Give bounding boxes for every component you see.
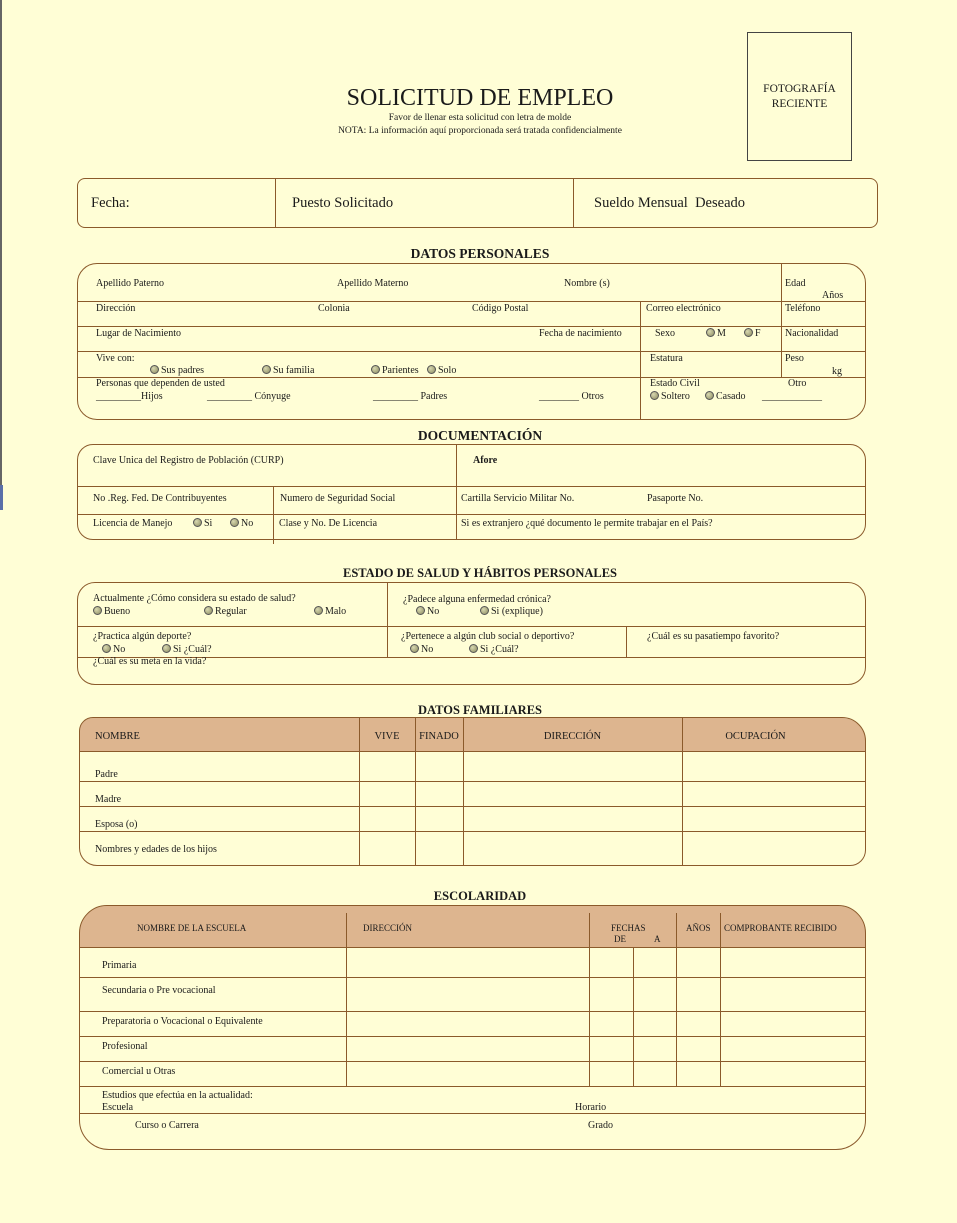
section-title-personales: DATOS PERSONALES: [410, 246, 550, 261]
telefono-label: Teléfono: [785, 303, 821, 314]
enfermedad-no-option[interactable]: No: [416, 607, 439, 617]
escolaridad-row-label: Preparatoria o Vocacional o Equivalente: [102, 1016, 263, 1027]
top-fields-box: [77, 178, 878, 228]
left-edge-mark: [0, 485, 3, 510]
radio-icon[interactable]: [204, 606, 213, 615]
row-line: [77, 351, 866, 352]
conyuge-field[interactable]: _________ Cónyuge: [207, 391, 291, 402]
col-line: [456, 444, 457, 540]
bueno-option[interactable]: Bueno: [93, 607, 130, 617]
familiares-row-label: Esposa (o): [95, 819, 138, 830]
row-line: [79, 1011, 866, 1012]
rfc-label: No .Reg. Fed. De Contribuyentes: [93, 493, 227, 504]
familiares-col-direccion: DIRECCIÓN: [543, 731, 602, 742]
cartilla-label: Cartilla Servicio Militar No.: [461, 493, 575, 504]
section-title-salud: ESTADO DE SALUD Y HÁBITOS PERSONALES: [342, 566, 618, 580]
col-line: [781, 263, 782, 377]
row-line: [79, 1113, 866, 1114]
horario-label: Horario: [575, 1102, 607, 1113]
enfermedad-question: ¿Padece alguna enfermedad crónica?: [403, 594, 551, 605]
col-line: [273, 486, 274, 544]
escuela-label: Escuela: [102, 1102, 134, 1113]
col-line: [640, 301, 641, 420]
radio-icon[interactable]: [150, 365, 159, 374]
radio-icon[interactable]: [480, 606, 489, 615]
radio-icon[interactable]: [93, 606, 102, 615]
codigo-postal-label: Código Postal: [472, 303, 529, 314]
otro-label: Otro: [788, 378, 807, 389]
nombre-label: Nombre (s): [564, 278, 610, 289]
estado-salud-question: Actualmente ¿Cómo considera su estado de salud?: [93, 593, 296, 604]
row-line: [77, 326, 866, 327]
photo-label-line2: RECIENTE: [771, 98, 828, 110]
col-line: [346, 913, 347, 1086]
extranjero-label: Si es extranjero ¿qué documento le permite trabajar en el País?: [461, 518, 713, 529]
pasatiempo-question: ¿Cuál es su pasatiempo favorito?: [647, 631, 780, 642]
form-subtitle: Favor de llenar esta solicitud con letra de molde: [388, 113, 572, 123]
enfermedad-si-option[interactable]: Si (explique): [480, 607, 543, 617]
sus-padres-option[interactable]: Sus padres: [150, 366, 204, 376]
divider: [573, 178, 574, 228]
radio-icon[interactable]: [427, 365, 436, 374]
escolaridad-col-comprobante: COMPROBANTE RECIBIDO: [724, 923, 837, 933]
kg-label: kg: [832, 366, 842, 377]
vive-con-label: Vive con:: [96, 353, 135, 364]
radio-icon[interactable]: [262, 365, 271, 374]
licencia-label: Licencia de Manejo: [93, 518, 173, 529]
curso-label: Curso o Carrera: [135, 1120, 199, 1131]
photo-label-line1: FOTOGRAFÍA: [763, 83, 836, 95]
curp-label: Clave Unica del Registro de Población (CURP): [93, 455, 284, 466]
escolaridad-col-escuela: NOMBRE DE LA ESCUELA: [137, 923, 247, 933]
escolaridad-row-label: Primaria: [102, 960, 137, 971]
grado-label: Grado: [588, 1120, 613, 1131]
hijos-field[interactable]: _________Hijos: [96, 391, 163, 402]
club-question: ¿Pertenece a algún club social o deportivo?: [401, 631, 575, 642]
familiares-row-label: Nombres y edades de los hijos: [95, 844, 217, 855]
escolaridad-col-direccion: DIRECCIÓN: [363, 923, 412, 933]
peso-label: Peso: [785, 353, 804, 364]
row-line: [77, 626, 866, 627]
radio-icon[interactable]: [650, 391, 659, 400]
radio-icon[interactable]: [230, 518, 239, 527]
col-line: [720, 913, 721, 1086]
sexo-f-option[interactable]: F: [744, 329, 761, 339]
meta-question: ¿Cuál es su meta en la vida?: [93, 656, 207, 667]
familiares-row-label: Madre: [95, 794, 122, 805]
row-line: [79, 831, 866, 832]
radio-icon[interactable]: [469, 644, 478, 653]
correo-label: Correo electrónico: [646, 303, 721, 314]
parientes-option[interactable]: Parientes: [371, 366, 419, 376]
deporte-si-option[interactable]: Si ¿Cuál?: [162, 645, 212, 655]
su-familia-option[interactable]: Su familia: [262, 366, 314, 376]
row-line: [77, 514, 866, 515]
radio-icon[interactable]: [410, 644, 419, 653]
regular-option[interactable]: Regular: [204, 607, 247, 617]
row-line: [79, 947, 866, 948]
deporte-no-option[interactable]: No: [102, 645, 125, 655]
apellido-materno-label: Apellido Materno: [337, 278, 409, 289]
colonia-label: Colonia: [318, 303, 350, 314]
radio-icon[interactable]: [162, 644, 171, 653]
radio-icon[interactable]: [371, 365, 380, 374]
personas-dependen-label: Personas que dependen de usted: [96, 378, 225, 389]
familiares-col-nombre: NOMBRE: [95, 731, 140, 742]
col-line: [676, 913, 677, 1086]
fecha-field[interactable]: Fecha:: [91, 195, 130, 211]
col-line: [387, 582, 388, 657]
afore-label: Afore: [473, 455, 498, 466]
escolaridad-row-label: Profesional: [102, 1041, 148, 1052]
photo-box: [747, 32, 852, 161]
licencia-si-option[interactable]: Si: [193, 519, 212, 529]
divider: [275, 178, 276, 228]
col-line: [626, 626, 627, 657]
radio-icon[interactable]: [416, 606, 425, 615]
radio-icon[interactable]: [705, 391, 714, 400]
malo-option[interactable]: Malo: [314, 607, 346, 617]
row-line: [79, 1061, 866, 1062]
edad-label: Edad: [785, 278, 806, 289]
otros-field[interactable]: ________ Otros: [539, 391, 604, 402]
escolaridad-col-de: DE: [614, 934, 626, 944]
estudios-actuales-label: Estudios que efectúa en la actualidad:: [102, 1090, 253, 1101]
club-no-option[interactable]: No: [410, 645, 433, 655]
escolaridad-row-label: Secundaria o Pre vocacional: [102, 985, 216, 996]
casado-option[interactable]: Casado: [705, 392, 745, 402]
pasaporte-label: Pasaporte No.: [647, 493, 704, 504]
sexo-m-option[interactable]: M: [706, 329, 726, 339]
sexo-label: Sexo: [655, 328, 675, 339]
puesto-field[interactable]: Puesto Solicitado: [292, 195, 394, 211]
radio-icon[interactable]: [102, 644, 111, 653]
familiares-col-vive: VIVE: [374, 731, 400, 742]
row-line: [79, 1036, 866, 1037]
row-line: [79, 1086, 866, 1087]
apellido-paterno-label: Apellido Paterno: [96, 278, 165, 289]
soltero-option[interactable]: Soltero: [650, 392, 690, 402]
personales-box: [77, 263, 866, 420]
padres-field[interactable]: _________ Padres: [373, 391, 448, 402]
row-line: [77, 301, 866, 302]
row-line: [79, 781, 866, 782]
licencia-no-option[interactable]: No: [230, 519, 253, 529]
nacionalidad-label: Nacionalidad: [785, 328, 839, 339]
anos-label: Años: [822, 290, 844, 301]
deporte-question: ¿Practica algún deporte?: [93, 631, 192, 642]
radio-icon[interactable]: [744, 328, 753, 337]
section-title-documentacion: DOCUMENTACIÓN: [417, 428, 543, 443]
form-note: NOTA: La información aquí proporcionada será tratada confidencialmente: [338, 126, 622, 136]
solo-option[interactable]: Solo: [427, 366, 456, 376]
lugar-nacimiento-label: Lugar de Nacimiento: [96, 328, 181, 339]
escolaridad-col-a: A: [654, 934, 661, 944]
radio-icon[interactable]: [706, 328, 715, 337]
fecha-nacimiento-label: Fecha de nacimiento: [539, 328, 622, 339]
direccion-label: Dirección: [96, 303, 136, 314]
estatura-label: Estatura: [650, 353, 683, 364]
row-line: [79, 806, 866, 807]
otro-field[interactable]: ____________: [762, 391, 822, 402]
escolaridad-row-label: Comercial u Otras: [102, 1066, 176, 1077]
row-line: [79, 751, 866, 752]
section-title-familiares: DATOS FAMILIARES: [418, 703, 542, 717]
familiares-col-ocupacion: OCUPACIÓN: [725, 731, 786, 742]
col-line: [633, 947, 634, 1086]
sueldo-field[interactable]: Sueldo Mensual Deseado: [594, 195, 746, 211]
club-si-option[interactable]: Si ¿Cuál?: [469, 645, 519, 655]
form-title: SOLICITUD DE EMPLEO: [346, 85, 614, 111]
familiares-row-label: Padre: [95, 769, 118, 780]
radio-icon[interactable]: [314, 606, 323, 615]
familiares-col-finado: FINADO: [419, 731, 459, 742]
row-line: [77, 486, 866, 487]
row-line: [79, 977, 866, 978]
radio-icon[interactable]: [193, 518, 202, 527]
nss-label: Numero de Seguridad Social: [280, 493, 396, 504]
escolaridad-col-fechas: FECHAS: [611, 923, 646, 933]
section-title-escolaridad: ESCOLARIDAD: [433, 889, 527, 903]
estado-civil-label: Estado Civil: [650, 378, 700, 389]
escolaridad-col-anos: AÑOS: [686, 923, 711, 933]
clase-licencia-label: Clase y No. De Licencia: [279, 518, 378, 529]
left-edge-mark: [0, 0, 2, 485]
col-line: [589, 913, 590, 1086]
